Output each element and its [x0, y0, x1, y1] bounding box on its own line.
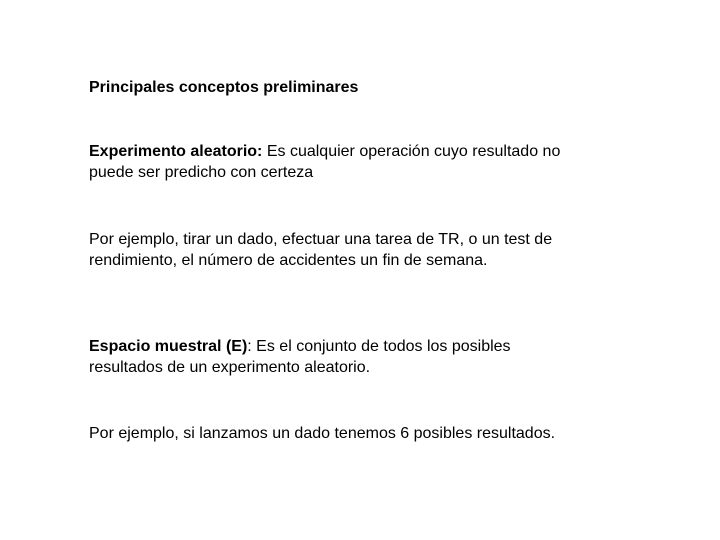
- definition-experimento-aleatorio: [89, 141, 569, 183]
- term-espacio-muestral: Espacio muestral (E): [89, 338, 248, 355]
- example-experimento: Por ejemplo, tirar un dado, efectuar una tarea de TR, o un test de rendimiento, el número de accidentes un fin de semana.: [89, 231, 553, 269]
- definition-text-espacio: : Es el conjunto de todos los posibles resultados de un experimento aleatorio.: [89, 338, 511, 376]
- definition-text-experimento: Es cualquier operación cuyo resultado no puede ser predicho con certeza: [89, 143, 561, 181]
- example-espacio-muestral: Por ejemplo, si lanzamos un dado tenemos 6 posibles resultados.: [89, 425, 556, 442]
- definition-espacio-muestral: [89, 336, 569, 378]
- slide-title: Principales conceptos preliminares: [89, 79, 359, 96]
- term-experimento-aleatorio: Experimento aleatorio:: [89, 143, 263, 160]
